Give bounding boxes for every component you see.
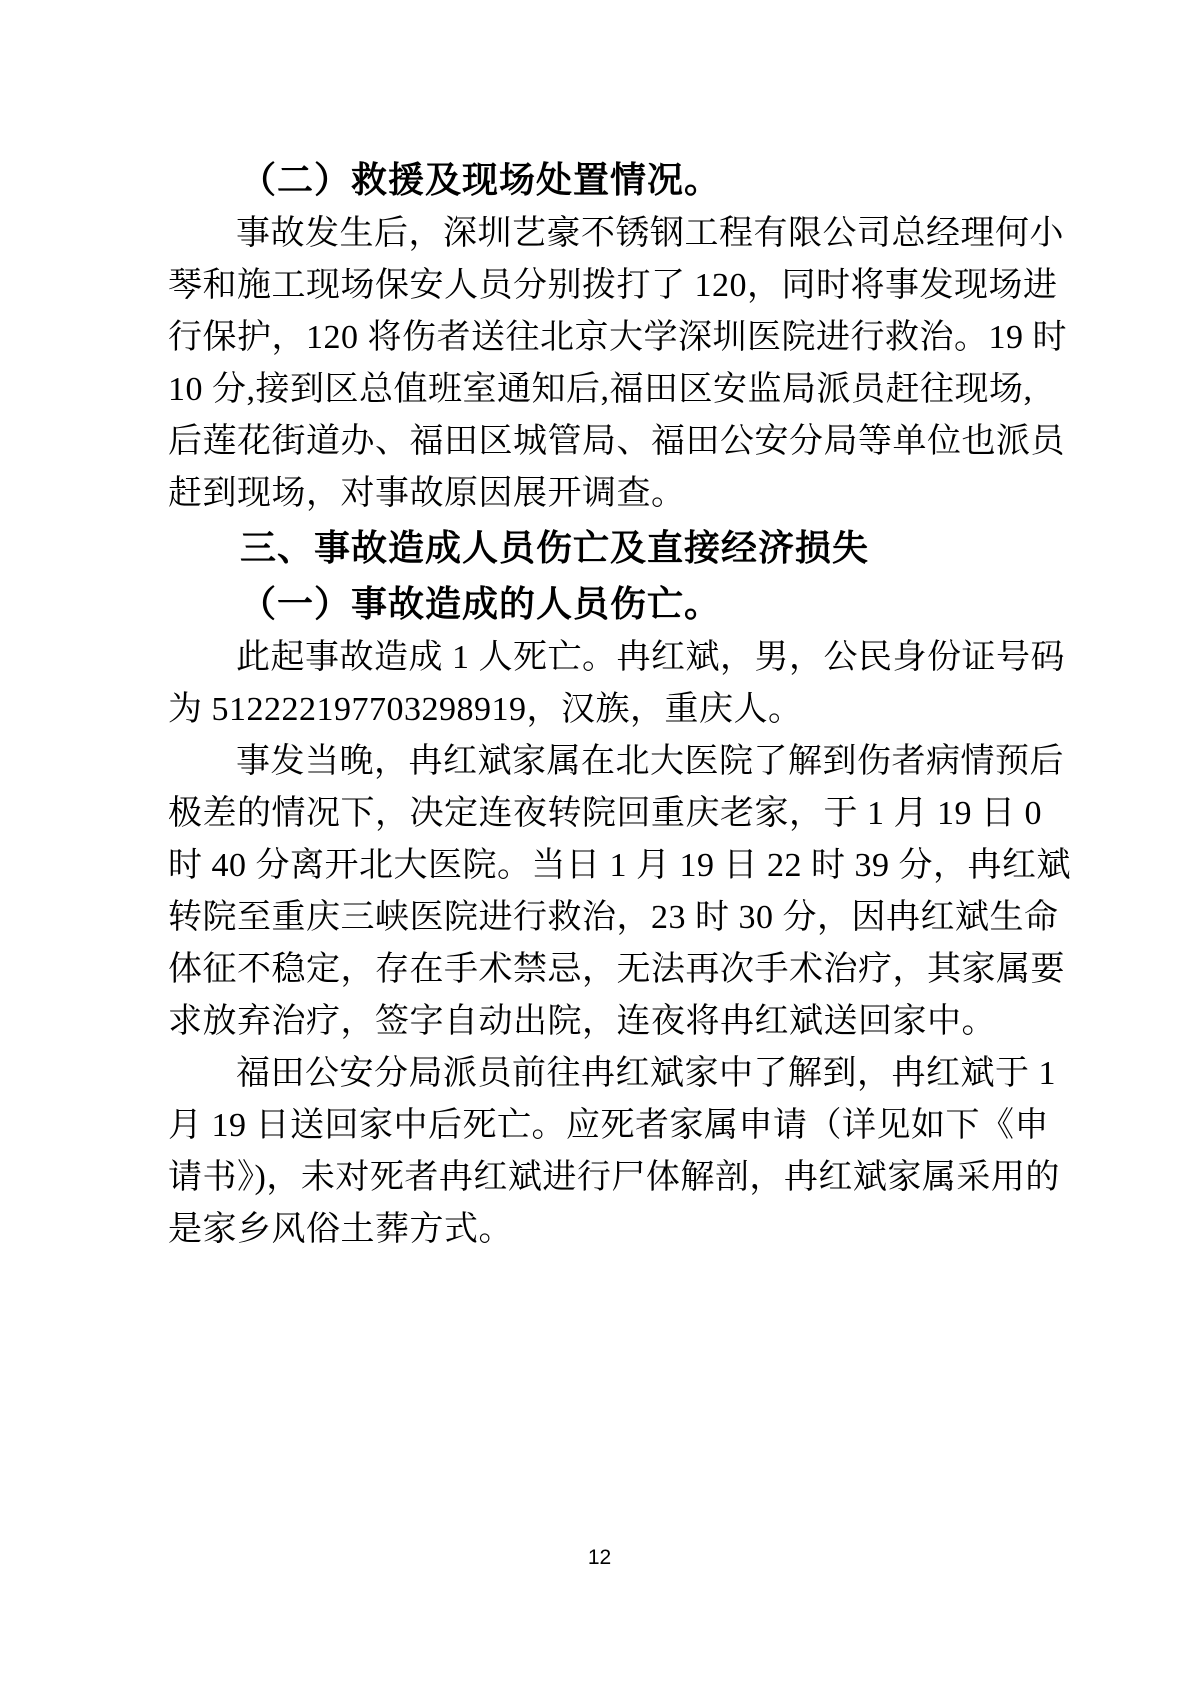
paragraph xyxy=(168,736,1071,1048)
text-line: 极差的情况下，决定连夜转院回重庆老家，于 1 月 19 日 0 xyxy=(168,795,1042,832)
text-line: 月 19 日送回家中后死亡。应死者家属申请（详见如下《申 xyxy=(168,1107,1049,1144)
text-line: 事故发生后，深圳艺豪不锈钢工程有限公司总经理何小 xyxy=(236,215,1064,252)
section-heading-main: 三、事故造成人员伤亡及直接经济损失 xyxy=(240,527,870,568)
section-heading-sub: （二）救援及现场处置情况。 xyxy=(240,159,722,200)
text-line: 行保护，120 将伤者送往北京大学深圳医院进行救治。19 时 xyxy=(168,319,1067,356)
text-line: 赶到现场，对事故原因展开调查。 xyxy=(168,475,686,512)
text-line: 是家乡风俗土葬方式。 xyxy=(168,1211,513,1248)
text-line: 请书》)，未对死者冉红斌进行尸体解剖，冉红斌家属采用的 xyxy=(168,1159,1060,1196)
document-body xyxy=(168,152,1071,1256)
paragraph xyxy=(168,1048,1060,1256)
text-line: 求放弃治疗，签字自动出院，连夜将冉红斌送回家中。 xyxy=(168,1003,996,1040)
text-line: 时 40 分离开北大医院。当日 1 月 19 日 22 时 39 分，冉红斌 xyxy=(168,847,1071,884)
text-line: 琴和施工现场保安人员分别拨打了 120，同时将事发现场进 xyxy=(168,267,1058,304)
text-line: 事发当晚，冉红斌家属在北大医院了解到伤者病情预后 xyxy=(236,743,1064,780)
page-number: 12 xyxy=(587,1546,612,1569)
text-line: 福田公安分局派员前往冉红斌家中了解到，冉红斌于 1 xyxy=(236,1055,1056,1092)
section-heading-sub: （一）事故造成的人员伤亡。 xyxy=(240,583,722,624)
text-line: 为 512222197703298919，汉族，重庆人。 xyxy=(168,691,803,728)
page-footer xyxy=(0,1546,1199,1570)
text-line: 转院至重庆三峡医院进行救治，23 时 30 分，因冉红斌生命 xyxy=(168,899,1059,936)
paragraph xyxy=(168,208,1067,520)
text-line: 后莲花街道办、福田区城管局、福田公安分局等单位也派员 xyxy=(168,423,1065,460)
paragraph xyxy=(168,632,1065,736)
text-line: 10 分,接到区总值班室通知后,福田区安监局派员赶往现场, xyxy=(168,371,1033,408)
text-line: 此起事故造成 1 人死亡。冉红斌，男，公民身份证号码 xyxy=(236,639,1065,676)
text-line: 体征不稳定，存在手术禁忌，无法再次手术治疗，其家属要 xyxy=(168,951,1065,988)
